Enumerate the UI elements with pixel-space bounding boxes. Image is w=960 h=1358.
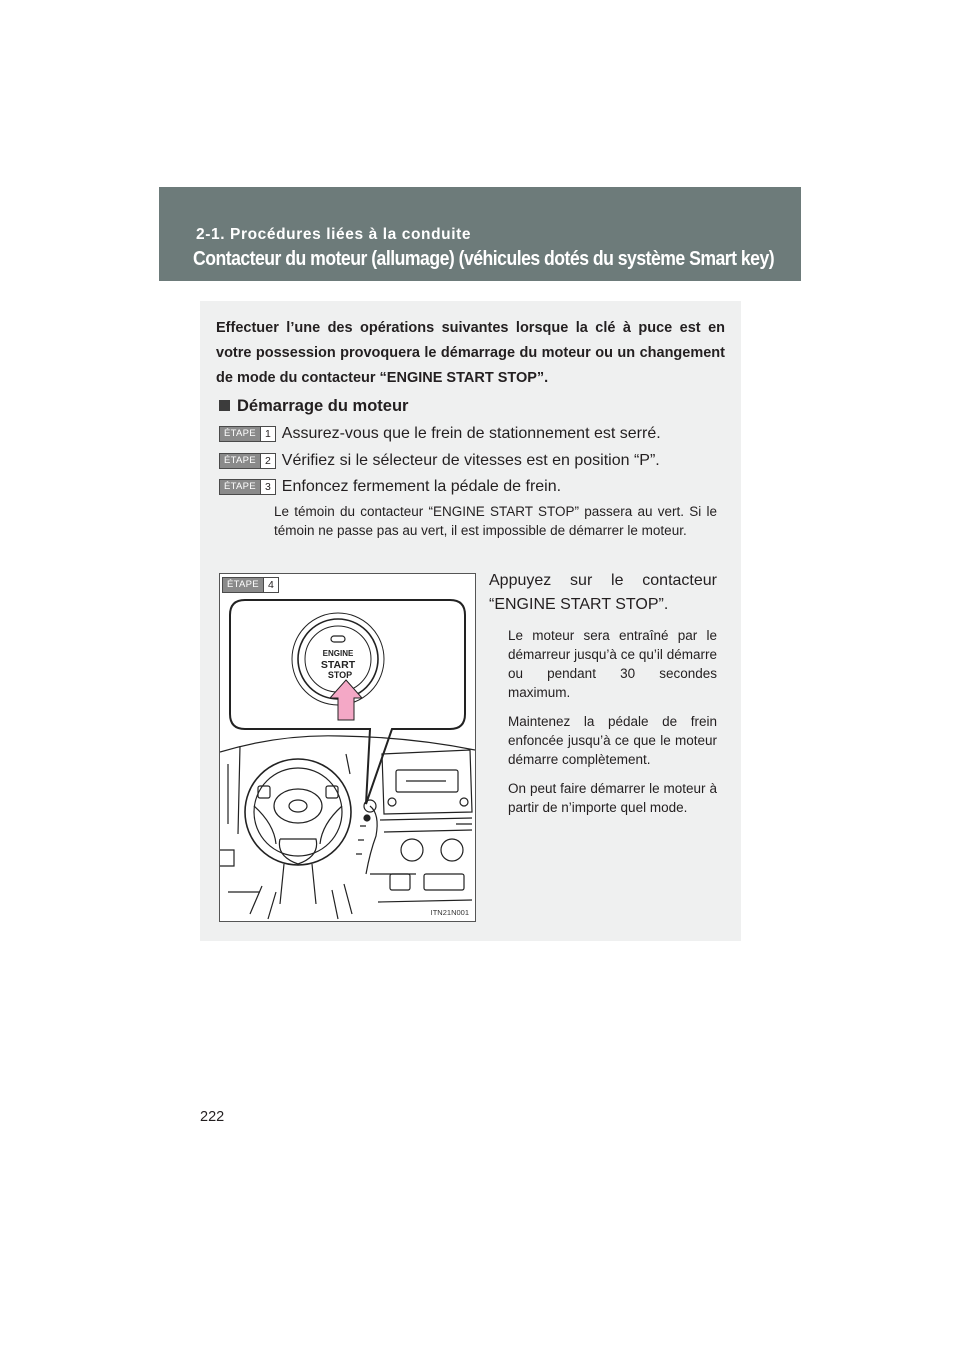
step-badge	[219, 479, 276, 495]
step-text: Vérifiez si le sélecteur de vitesses est en position “P”.	[281, 452, 660, 469]
content-box	[200, 301, 741, 941]
step-4-note: Maintenez la pédale de frein enfoncée jusqu’à ce que le moteur démarre complètement.	[508, 714, 717, 767]
subheading-text: Démarrage du moteur	[237, 397, 409, 415]
section-label: 2-1. Procédures liées à la conduite	[196, 226, 472, 243]
chapter-header	[159, 187, 801, 281]
step-badge	[219, 453, 276, 469]
dashboard-illustration	[219, 573, 476, 922]
step-4-note: Le moteur sera entraîné par le démarreur jusqu’à ce qu’il démarre ou pendant 30 secondes maximum.	[508, 628, 717, 700]
button-text-stop: STOP	[327, 670, 353, 680]
step-badge	[222, 577, 279, 593]
page-title: Contacteur du moteur (allumage) (véhicules dotés du système Smart key)	[193, 247, 775, 270]
step-2	[219, 452, 660, 470]
step-badge-label: ÉTAPE	[220, 454, 260, 468]
step-badge-number: 4	[263, 578, 278, 592]
step-badge-number: 1	[260, 427, 275, 441]
illustration-code: ITN21N001	[430, 908, 469, 917]
page-number: 222	[200, 1109, 225, 1125]
step-4-note: On peut faire démarrer le moteur à partir de n’importe quel mode.	[508, 781, 717, 815]
button-text-start: START	[320, 659, 356, 671]
step-badge-label: ÉTAPE	[223, 578, 263, 592]
step-3	[219, 478, 561, 496]
step-1	[219, 425, 661, 443]
step-4-notes	[508, 626, 717, 827]
step-badge-label: ÉTAPE	[220, 427, 260, 441]
subheading	[219, 397, 408, 416]
dashboard-drawing	[220, 574, 475, 921]
step-badge-number: 3	[260, 480, 275, 494]
step-3-note: Le témoin du contacteur “ENGINE START STOP” passera au vert. Si le témoin ne passe pas au vert, il est impossible de démarrer le moteur.	[274, 504, 717, 538]
step-badge-label: ÉTAPE	[220, 480, 260, 494]
step-badge-number: 2	[260, 454, 275, 468]
step-4-text: Appuyez sur le contacteur “ENGINE START STOP”.	[489, 572, 717, 613]
step-badge	[219, 426, 276, 442]
square-bullet-icon	[219, 400, 230, 411]
step-text: Assurez-vous que le frein de stationnement est serré.	[281, 425, 661, 442]
step-text: Enfoncez fermement la pédale de frein.	[281, 478, 562, 495]
button-text-engine: ENGINE	[322, 649, 354, 658]
intro-paragraph: Effectuer l’une des opérations suivantes lorsque la clé à puce est en votre possession provoquera le démarrage du moteur ou un changement de mode du contacteur “ENGINE START STOP”.	[216, 320, 725, 386]
